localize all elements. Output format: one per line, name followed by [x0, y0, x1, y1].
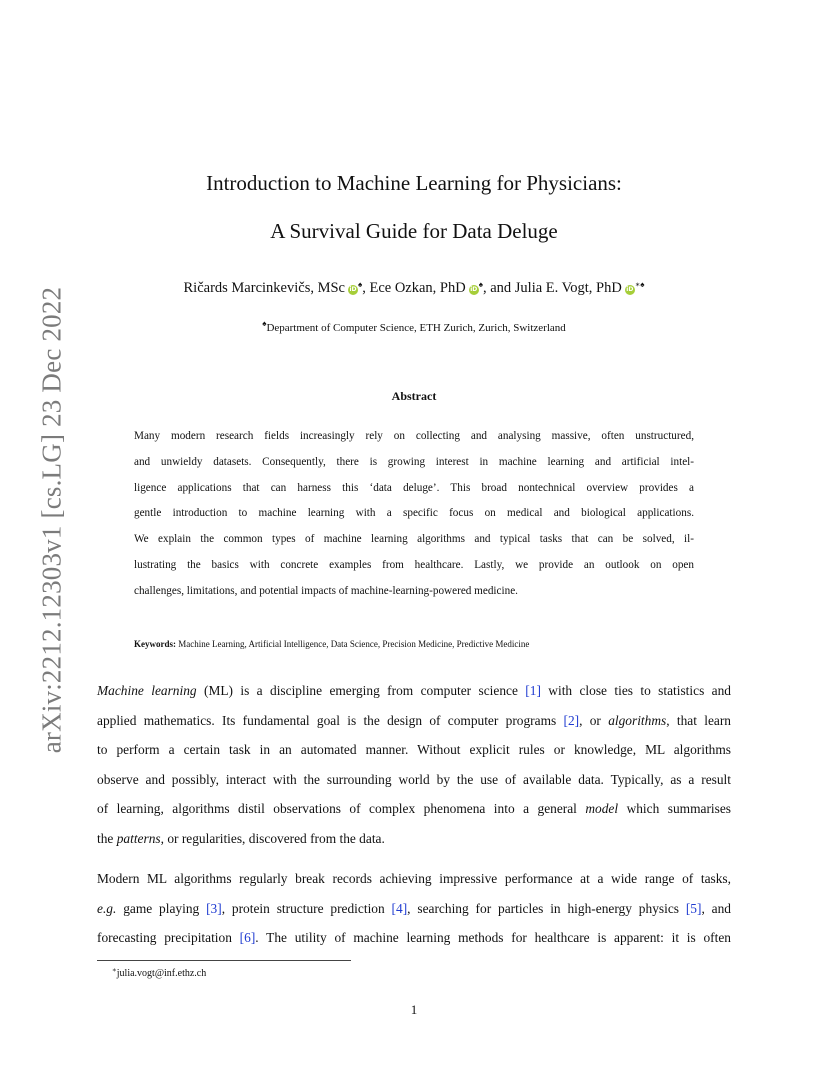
- affiliation-text: Department of Computer Science, ETH Zurich, Zurich, Switzerland: [266, 322, 566, 334]
- arxiv-identifier-stamp: arXiv:2212.12303v1 [cs.LG] 23 Dec 2022: [36, 286, 67, 754]
- text-run: , or regularities, discovered from the data.: [160, 830, 385, 846]
- citation-link[interactable]: [2]: [563, 712, 580, 728]
- author-name: Julia E. Vogt, PhD: [514, 280, 622, 296]
- body-paragraph-2: [97, 864, 731, 953]
- author-separator: ,: [362, 280, 370, 296]
- paragraph-line: [97, 706, 731, 736]
- abstract-line: ligence applications that can harness this ‘data deluge’. This broad nontechnical overview provides a: [134, 481, 694, 494]
- affiliation-mark: ♠: [262, 319, 267, 328]
- author-name: Ričards Marcinkevičs, MSc: [183, 280, 345, 296]
- author-affiliation-mark: ♠: [478, 280, 483, 289]
- paragraph-line: [97, 676, 731, 706]
- paper-title-line-2: A Survival Guide for Data Deluge: [270, 219, 558, 243]
- text-run: , or: [579, 712, 609, 728]
- text-run: of learning, algorithms distil observations of complex phenomena into a general: [97, 801, 586, 816]
- orcid-icon[interactable]: iD: [626, 286, 634, 293]
- text-run: (ML) is a discipline emerging from computer science: [196, 683, 526, 698]
- text-run: which summarises: [618, 801, 731, 816]
- paragraph-line: [97, 923, 731, 953]
- paragraph-line: [97, 894, 731, 924]
- abstract-line: and unwieldy datasets. Consequently, there is growing interest in machine learning and artificial intel-: [134, 455, 694, 468]
- emphasized-text: algorithms: [608, 712, 667, 728]
- text-run: , searching for particles in high-energy physics: [407, 900, 686, 916]
- paragraph-line: [97, 765, 731, 795]
- keywords: [134, 638, 529, 650]
- footnote-email[interactable]: julia.vogt@inf.ethz.ch: [116, 968, 207, 979]
- author-affiliation-mark: ♠: [357, 280, 363, 289]
- text-run: to perform a certain task in an automated manner. Without explicit rules or knowledge, ML algorithms: [97, 742, 731, 757]
- citation-link[interactable]: [3]: [206, 900, 222, 916]
- text-run: . The utility of machine learning methods for healthcare is apparent: it is often: [255, 930, 732, 945]
- citation-link[interactable]: [1]: [525, 683, 541, 698]
- citation-link[interactable]: [4]: [391, 900, 408, 916]
- author-name: Ece Ozkan, PhD: [369, 280, 466, 296]
- text-run: with close ties to statistics and: [540, 683, 731, 698]
- abstract-line: Many modern research fields increasingly rely on collecting and analysing massive, often unstructured,: [134, 430, 694, 442]
- page-number: 1: [410, 1002, 418, 1017]
- abstract-line: challenges, limitations, and potential impacts of machine-learning-powered medicine.: [134, 584, 518, 597]
- text-run: forecasting precipitation: [97, 930, 240, 945]
- abstract-heading: Abstract: [391, 389, 437, 403]
- keywords-label: Keywords:: [134, 639, 176, 649]
- emphasized-text: Machine learning: [97, 683, 197, 698]
- abstract-line: gentle introduction to machine learning with a specific focus on medical and biological applications.: [134, 507, 694, 520]
- paragraph-line: [97, 864, 731, 894]
- author-separator: , and: [482, 280, 515, 296]
- abstract-body: [134, 424, 694, 605]
- paragraph-line: [97, 824, 731, 854]
- orcid-icon[interactable]: iD: [470, 286, 478, 293]
- paper-title-line-1: Introduction to Machine Learning for Physicians:: [206, 171, 622, 195]
- text-run: observe and possibly, interact with the surrounding world by the use of available data. Typically, as a result: [97, 771, 731, 787]
- author-affiliation-mark: ∗♠: [634, 280, 645, 289]
- emphasized-text: e.g.: [97, 900, 117, 916]
- text-run: , and: [701, 900, 731, 916]
- abstract-line: lustrating the basics with concrete examples from healthcare. Lastly, we provide an outlook on open: [134, 558, 694, 571]
- body-paragraph-1: [97, 676, 731, 853]
- text-run: , protein structure prediction: [221, 900, 392, 916]
- abstract-line: We explain the common types of machine learning algorithms and typical tasks that can be solved, il-: [134, 533, 694, 546]
- text-run: applied mathematics. Its fundamental goal is the design of computer programs: [97, 712, 564, 728]
- footnote-mark: ∗: [112, 966, 117, 974]
- emphasized-text: model: [585, 801, 619, 816]
- author-list: [0, 276, 828, 297]
- footnote: [112, 964, 206, 980]
- text-run: the: [97, 830, 117, 846]
- paragraph-line: [97, 794, 731, 824]
- text-run: Modern ML algorithms regularly break records achieving impressive performance at a wide range of tasks,: [97, 871, 731, 886]
- orcid-icon[interactable]: iD: [349, 286, 357, 293]
- citation-link[interactable]: [6]: [239, 930, 256, 945]
- citation-link[interactable]: [5]: [685, 900, 702, 916]
- affiliation: [0, 317, 828, 335]
- keywords-text: Machine Learning, Artificial Intelligence, Data Science, Precision Medicine, Predictive Medicine: [178, 639, 530, 649]
- text-run: , that learn: [666, 712, 731, 728]
- text-run: game playing: [116, 900, 207, 916]
- footnote-divider: [97, 960, 351, 961]
- paragraph-line: [97, 735, 731, 765]
- emphasized-text: patterns: [116, 830, 161, 846]
